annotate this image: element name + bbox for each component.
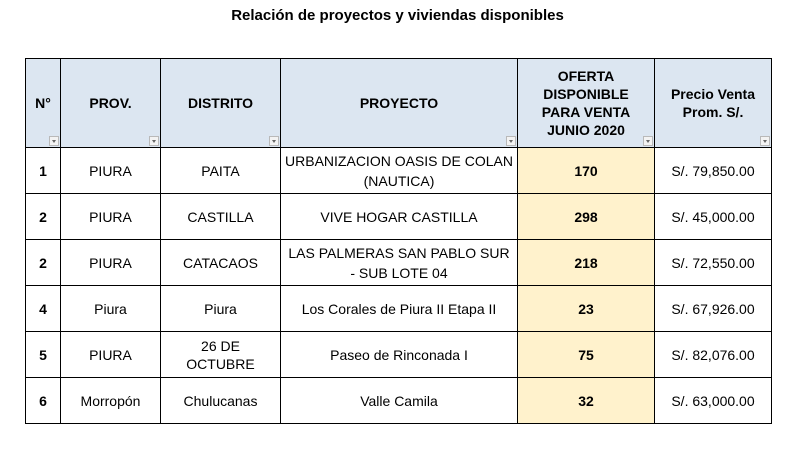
cell-proyecto[interactable]: Paseo de Rinconada I bbox=[281, 332, 518, 378]
header-row bbox=[26, 59, 772, 148]
filter-dropdown-icon[interactable] bbox=[643, 136, 653, 146]
cell-oferta[interactable]: 170 bbox=[518, 148, 655, 194]
cell-distrito[interactable]: 26 DE OCTUBRE bbox=[161, 332, 281, 378]
cell-prov[interactable]: PIURA bbox=[61, 194, 161, 240]
projects-table bbox=[25, 58, 772, 424]
filter-dropdown-icon[interactable] bbox=[149, 136, 159, 146]
cell-precio[interactable]: S/. 82,076.00 bbox=[655, 332, 772, 378]
cell-oferta[interactable]: 298 bbox=[518, 194, 655, 240]
cell-oferta[interactable]: 75 bbox=[518, 332, 655, 378]
header-prov bbox=[61, 59, 161, 148]
table-row bbox=[26, 378, 772, 424]
cell-distrito[interactable]: CASTILLA bbox=[161, 194, 281, 240]
cell-prov[interactable]: PIURA bbox=[61, 148, 161, 194]
header-prov-label: PROV. bbox=[89, 95, 132, 111]
filter-dropdown-icon[interactable] bbox=[49, 136, 59, 146]
cell-num[interactable]: 2 bbox=[26, 194, 61, 240]
cell-oferta[interactable]: 218 bbox=[518, 240, 655, 286]
cell-proyecto[interactable]: LAS PALMERAS SAN PABLO SUR - SUB LOTE 04 bbox=[281, 240, 518, 286]
filter-dropdown-icon[interactable] bbox=[269, 136, 279, 146]
header-oferta bbox=[518, 59, 655, 148]
cell-precio[interactable]: S/. 79,850.00 bbox=[655, 148, 772, 194]
cell-precio[interactable]: S/. 67,926.00 bbox=[655, 286, 772, 332]
cell-precio[interactable]: S/. 63,000.00 bbox=[655, 378, 772, 424]
table-row bbox=[26, 148, 772, 194]
table-row bbox=[26, 194, 772, 240]
cell-proyecto[interactable]: URBANIZACION OASIS DE COLAN (NAUTICA) bbox=[281, 148, 518, 194]
cell-distrito[interactable]: PAITA bbox=[161, 148, 281, 194]
cell-distrito[interactable]: Piura bbox=[161, 286, 281, 332]
filter-dropdown-icon[interactable] bbox=[506, 136, 516, 146]
cell-prov[interactable]: PIURA bbox=[61, 240, 161, 286]
cell-proyecto[interactable]: Los Corales de Piura II Etapa II bbox=[281, 286, 518, 332]
cell-num[interactable]: 2 bbox=[26, 240, 61, 286]
cell-num[interactable]: 4 bbox=[26, 286, 61, 332]
cell-prov[interactable]: PIURA bbox=[61, 332, 161, 378]
cell-num[interactable]: 6 bbox=[26, 378, 61, 424]
cell-prov[interactable]: Piura bbox=[61, 286, 161, 332]
header-distrito bbox=[161, 59, 281, 148]
header-num-label: N° bbox=[35, 95, 51, 111]
cell-precio[interactable]: S/. 45,000.00 bbox=[655, 194, 772, 240]
cell-oferta[interactable]: 23 bbox=[518, 286, 655, 332]
header-proyecto bbox=[281, 59, 518, 148]
cell-proyecto[interactable]: Valle Camila bbox=[281, 378, 518, 424]
cell-distrito[interactable]: CATACAOS bbox=[161, 240, 281, 286]
cell-num[interactable]: 5 bbox=[26, 332, 61, 378]
table-row bbox=[26, 240, 772, 286]
table-row bbox=[26, 286, 772, 332]
cell-proyecto[interactable]: VIVE HOGAR CASTILLA bbox=[281, 194, 518, 240]
table-row bbox=[26, 332, 772, 378]
header-precio-label: Precio Venta Prom. S/. bbox=[670, 86, 756, 120]
header-num bbox=[26, 59, 61, 148]
cell-distrito[interactable]: Chulucanas bbox=[161, 378, 281, 424]
header-proyecto-label: PROYECTO bbox=[359, 95, 439, 111]
table-title: Relación de proyectos y viviendas disponibles bbox=[231, 7, 564, 24]
cell-precio[interactable]: S/. 72,550.00 bbox=[655, 240, 772, 286]
header-oferta-label: OFERTA DISPONIBLE PARA VENTA JUNIO 2020 bbox=[541, 68, 631, 138]
cell-num[interactable]: 1 bbox=[26, 148, 61, 194]
header-precio bbox=[655, 59, 772, 148]
header-distrito-label: DISTRITO bbox=[187, 95, 254, 111]
cell-prov[interactable]: Morropón bbox=[61, 378, 161, 424]
cell-oferta[interactable]: 32 bbox=[518, 378, 655, 424]
filter-dropdown-icon[interactable] bbox=[760, 136, 770, 146]
